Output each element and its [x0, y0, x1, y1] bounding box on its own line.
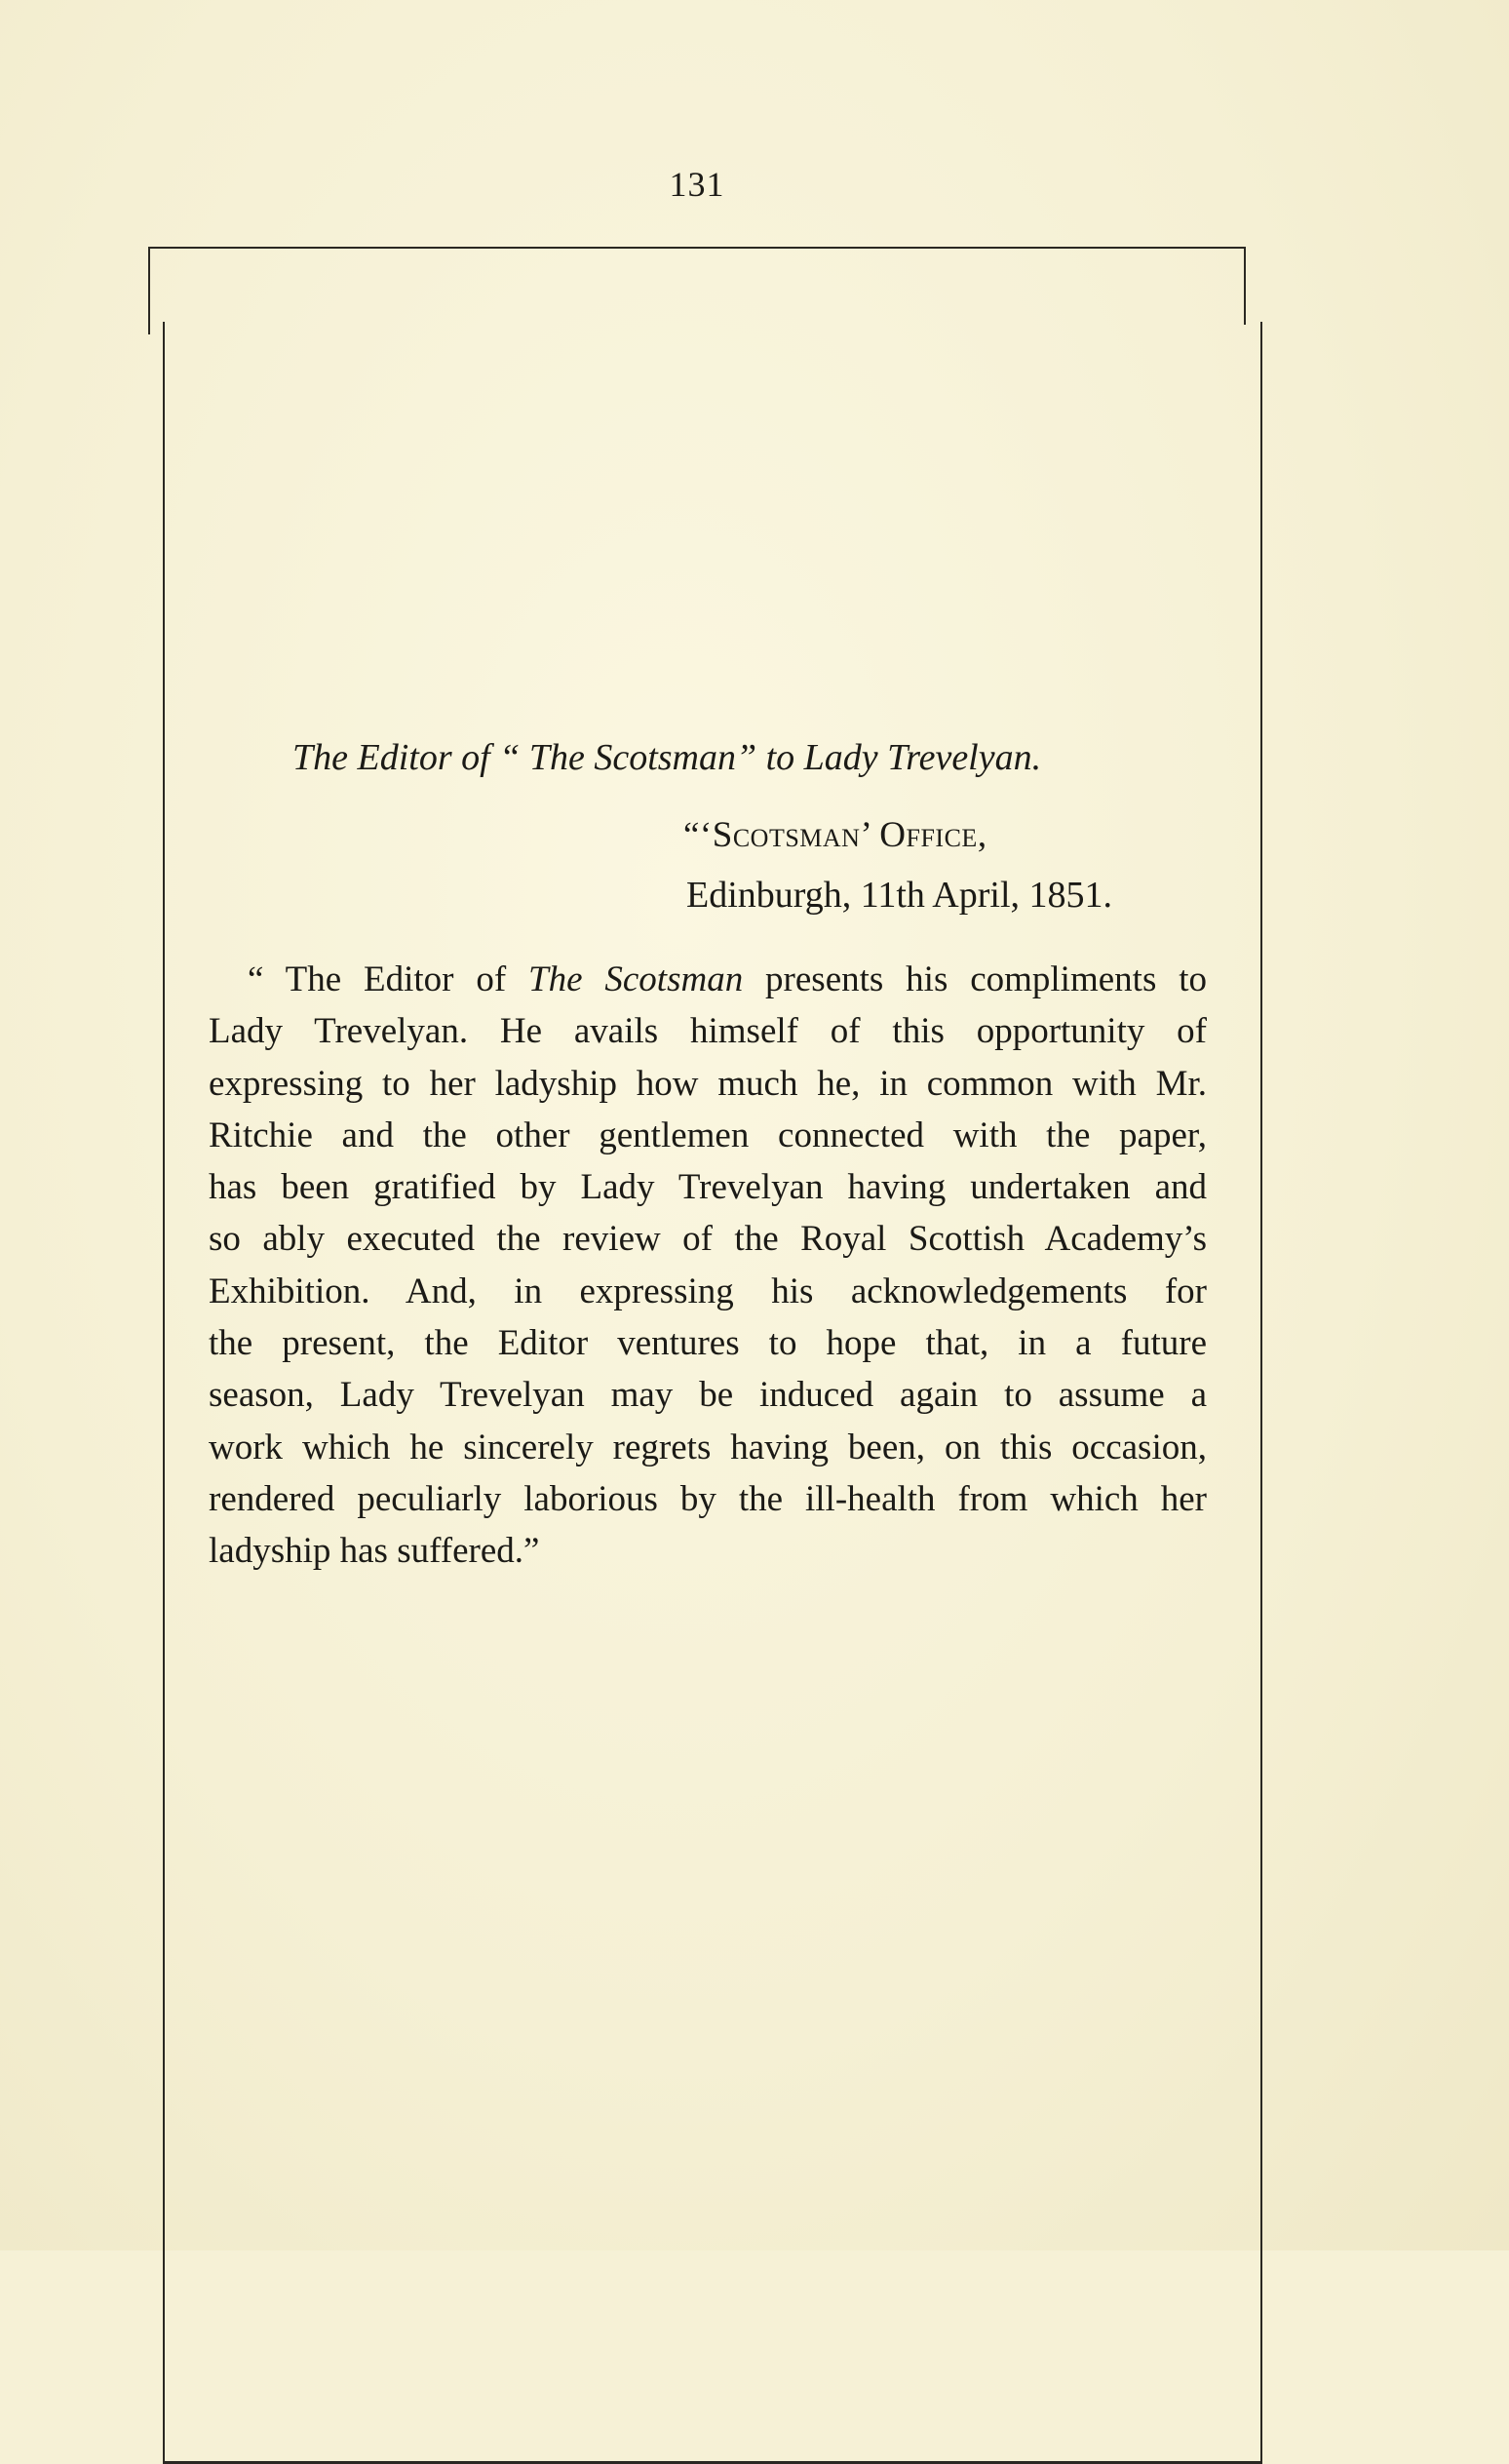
office-word-scotsman: Scotsman — [712, 815, 861, 855]
frame-right-rule-lower — [1260, 322, 1262, 2463]
letter-line: expressing to her ladyship how much he, in common with Mr. — [209, 1063, 1207, 1104]
letter-line: has been gratified by Lady Trevelyan having undertaken and — [209, 1167, 1207, 1208]
letter-line: Lady Trevelyan. He avails himself of this opportunity of — [209, 1011, 1207, 1052]
office-word-office: Office — [879, 815, 978, 855]
heading-part1: The Editor of — [292, 737, 490, 778]
letter-line: “ The Editor of The Scotsman presents his compliments to — [248, 959, 1207, 999]
letter-line: work which he sincerely regrets having been, on this occasion, — [209, 1427, 1207, 1467]
letter-line: the present, the Editor ventures to hope that, in a future — [209, 1323, 1207, 1364]
office-close-quote: ’ — [860, 815, 880, 855]
page-number: 131 — [669, 165, 725, 204]
letter-line: ladyship has suffered.” — [209, 1531, 540, 1572]
heading-part2: “ The Scotsman” — [499, 737, 757, 778]
letter-body — [209, 954, 1207, 1578]
letter-line: Ritchie and the other gentlemen connected with the paper, — [209, 1115, 1207, 1155]
letter-line: season, Lady Trevelyan may be induced again to assume a — [209, 1375, 1207, 1416]
newspaper-title: The Scotsman — [528, 959, 744, 999]
office-comma: , — [977, 815, 987, 855]
heading-part3: to Lady Trevelyan. — [765, 737, 1042, 778]
letter-line: rendered peculiarly laborious by the ill-health from which her — [209, 1478, 1207, 1519]
frame-right-rule — [1244, 247, 1246, 325]
frame-left-rule — [148, 247, 150, 334]
frame-top-rule — [148, 247, 1246, 249]
letter-line: Exhibition. And, in expressing his acknowledgements for — [209, 1271, 1207, 1311]
frame-left-rule-lower — [163, 322, 165, 2463]
dateline: Edinburgh, 11th April, 1851. — [686, 875, 1112, 916]
office-line — [683, 814, 987, 856]
office-open-quote: “‘ — [683, 815, 713, 855]
letter-heading — [292, 736, 1041, 779]
letter-line: so ably executed the review of the Royal Scottish Academy’s — [209, 1219, 1207, 1260]
